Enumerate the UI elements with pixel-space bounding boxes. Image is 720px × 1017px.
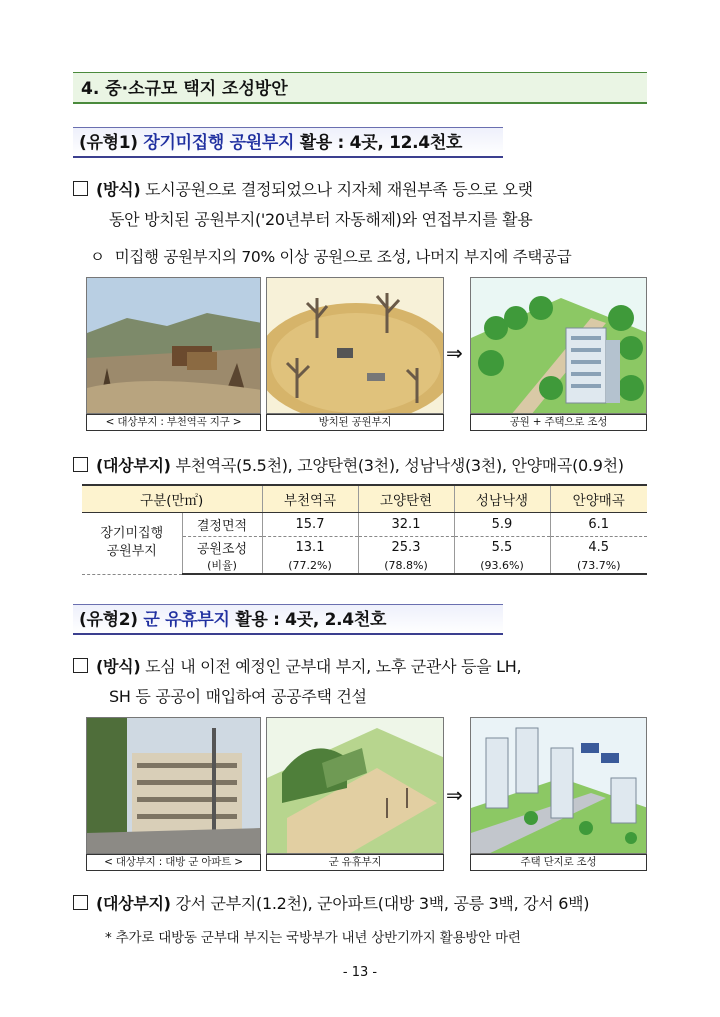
caption-bucheon-site: < 대상부지 : 부천역곡 지구 > (86, 414, 261, 431)
row-label-line2: 공원부지 (106, 544, 157, 560)
illustration-abandoned-park (266, 277, 444, 414)
illustration-park-housing (470, 277, 647, 414)
checkbox-square-icon (73, 895, 88, 910)
table-header-cell: 안양매곡 (550, 485, 647, 513)
caption-daebang-apartment: < 대상부지 : 대방 군 아파트 > (86, 854, 261, 871)
table-cell: 6.1 (550, 513, 647, 537)
type2-method-line2: SH 등 공공이 매입하여 공공주택 건설 (109, 687, 367, 706)
type2-target-text: 강서 군부지(1.2천), 군아파트(대방 3백, 공릉 3백, 강서 6백) (175, 894, 590, 913)
type2-note: * 추가로 대방동 군부대 부지는 국방부가 내년 상반기까지 활용방안 마련 (105, 930, 521, 946)
arrow-icon: ⇒ (446, 341, 463, 365)
table-cell: (93.6%) (454, 557, 550, 574)
section-title: 4. 중·소규모 택지 조성방안 (73, 72, 647, 104)
table-row-label (82, 513, 182, 575)
type2-suffix: 활용 : 4곳, 2.4천호 (235, 610, 387, 630)
table-cell: 32.1 (358, 513, 454, 537)
page-number: - 13 - (342, 965, 378, 980)
checkbox-square-icon (73, 457, 88, 472)
table-sub-label: 결정면적 (182, 513, 262, 537)
table-cell: 5.9 (454, 513, 550, 537)
table-sub-label: (비율) (182, 557, 262, 574)
bullet-circle-icon: ㅇ (90, 248, 105, 266)
table-header-cell: 고양탄현 (358, 485, 454, 513)
type1-bullet (90, 242, 650, 272)
table-header-cell: 성남낙생 (454, 485, 550, 513)
caption-military-site: 군 유휴부지 (266, 854, 444, 871)
illustration-military-site (266, 717, 444, 854)
table-cell: (77.2%) (262, 557, 358, 574)
type2-target (73, 889, 653, 919)
caption-abandoned-park: 방치된 공원부지 (266, 414, 444, 431)
type2-target-label: (대상부지) (96, 894, 171, 913)
type2-heading (73, 604, 503, 635)
caption-park-housing: 공원 + 주택으로 조성 (470, 414, 647, 431)
row-label-line1: 장기미집행 (100, 526, 164, 542)
arrow-icon: ⇒ (446, 783, 463, 807)
type1-suffix: 활용 : 4곳, 12.4천호 (299, 133, 463, 153)
table-cell: 4.5 (550, 537, 647, 558)
type2-method-line1: 도심 내 이전 예정인 군부대 부지, 노후 군관사 등을 LH, (145, 657, 522, 676)
checkbox-square-icon (73, 181, 88, 196)
park-data-table (82, 484, 647, 575)
checkbox-square-icon (73, 658, 88, 673)
type1-prefix: (유형1) (79, 133, 138, 153)
type1-method-label: (방식) (96, 180, 141, 199)
type1-target-label: (대상부지) (96, 456, 171, 475)
type1-method-line1: 도시공원으로 결정되었으나 지자체 재원부족 등으로 오랫 (145, 180, 533, 199)
table-header-cell: 구분(만㎡) (82, 485, 262, 513)
table-sub-label: 공원조성 (182, 537, 262, 558)
type2-method-label: (방식) (96, 657, 141, 676)
type2-highlight: 군 유휴부지 (143, 610, 230, 630)
type1-bullet-text: 미집행 공원부지의 70% 이상 공원으로 조성, 나머지 부지에 주택공급 (114, 248, 572, 266)
table-cell: 15.7 (262, 513, 358, 537)
caption-housing-complex: 주택 단지로 조성 (470, 854, 647, 871)
type2-method (73, 652, 653, 712)
type1-target-text: 부천역곡(5.5천), 고양탄현(3천), 성남낙생(3천), 안양매곡(0.9천) (175, 456, 624, 475)
photo-daebang-apartment (86, 717, 261, 854)
type1-heading (73, 127, 503, 158)
type1-target (73, 451, 653, 481)
table-cell: 13.1 (262, 537, 358, 558)
photo-bucheon-site (86, 277, 261, 414)
table-cell: 5.5 (454, 537, 550, 558)
type2-prefix: (유형2) (79, 610, 138, 630)
type1-method (73, 175, 653, 235)
illustration-housing-complex (470, 717, 647, 854)
table-cell: (73.7%) (550, 557, 647, 574)
table-header-cell: 부천역곡 (262, 485, 358, 513)
type1-method-line2: 동안 방치된 공원부지('20년부터 자동해제)와 연접부지를 활용 (109, 210, 533, 229)
type1-highlight: 장기미집행 공원부지 (143, 133, 295, 153)
table-cell: 25.3 (358, 537, 454, 558)
table-cell: (78.8%) (358, 557, 454, 574)
